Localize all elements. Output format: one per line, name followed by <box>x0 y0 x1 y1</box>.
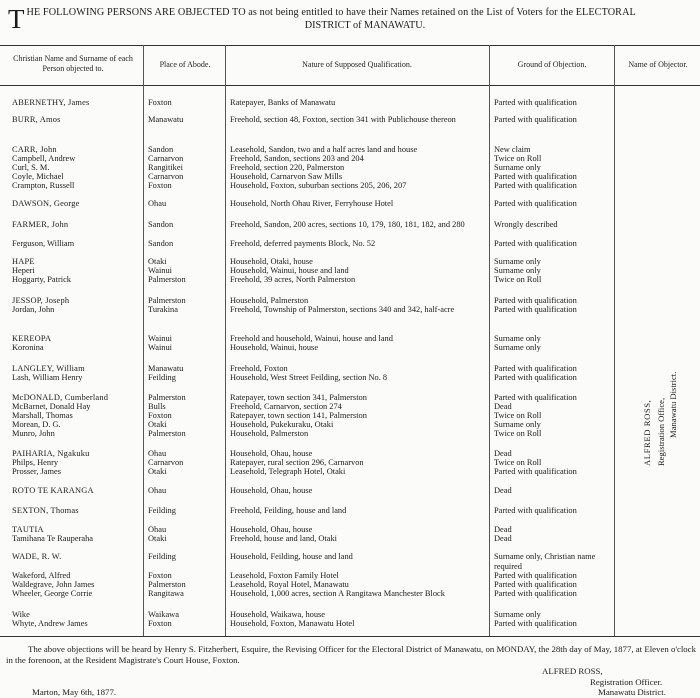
signature-district: Manawatu District. <box>598 687 666 697</box>
qualification: Household, Palmerston <box>230 296 309 305</box>
place-of-abode: Palmerston <box>148 393 186 402</box>
person-name: WADE, R. W. <box>12 552 62 561</box>
ground-of-objection: Parted with qualification <box>494 393 577 402</box>
objector-name: ALFRED ROSS, <box>642 399 652 466</box>
place-of-abode: Wainui <box>148 334 172 343</box>
person-name: FARMER, John <box>12 220 69 229</box>
ground-of-objection: Parted with qualification <box>494 172 577 181</box>
qualification: Leasehold, Telegraph Hotel, Otaki <box>230 467 346 476</box>
ground-of-objection: Parted with qualification <box>494 199 577 208</box>
person-name: Munro, John <box>12 429 55 438</box>
qualification: Freehold, Carnarvon, section 274 <box>230 402 342 411</box>
qualification: Freehold, house and land, Otaki <box>230 534 337 543</box>
qualification: Household, 1,000 acres, section A Rangitawa Manchester Block <box>230 589 445 598</box>
drop-cap: T <box>8 4 25 34</box>
ground-of-objection: Parted with qualification <box>494 571 577 580</box>
column-divider <box>225 45 226 636</box>
qualification: Household, Carnarvon Saw Mills <box>230 172 343 181</box>
header-qualification: Nature of Supposed Qualification. <box>302 60 412 69</box>
ground-of-objection: Surname only <box>494 163 541 172</box>
place-of-abode: Palmerston <box>148 296 186 305</box>
qualification: Household, Feilding, house and land <box>230 552 353 561</box>
place-of-abode: Rangitawa <box>148 589 184 598</box>
objector-district: Manawatu District. <box>668 371 678 438</box>
heading-line-2: DISTRICT of MANAWATU. <box>304 20 426 31</box>
ground-of-objection: Parted with qualification <box>494 619 577 628</box>
place-of-abode: Foxton <box>148 619 172 628</box>
place-of-abode: Otaki <box>148 467 167 476</box>
place-of-abode: Sandon <box>148 145 174 154</box>
qualification: Household, Waikawa, house <box>230 610 325 619</box>
qualification: Freehold, 39 acres, North Palmerston <box>230 275 356 284</box>
qualification: Household, Pukekuraku, Otaki <box>230 420 334 429</box>
ground-of-objection: Parted with qualification <box>494 296 577 305</box>
place-of-abode: Waikawa <box>148 610 179 619</box>
person-name: Wheeler, George Corrie <box>12 589 93 598</box>
person-name: DAWSON, George <box>12 199 80 208</box>
qualification: Freehold, section 48, Foxton, section 341 with Publichouse thereon <box>230 115 456 124</box>
heading-line-1: HE FOLLOWING PERSONS ARE OBJECTED TO as not being entitled to have their Names retained on the List of Voters for the ELECTORAL <box>26 7 636 18</box>
person-name: Ferguson, William <box>12 239 75 248</box>
person-name: Heperi <box>12 266 35 275</box>
person-name: McBarnet, Donald Hay <box>12 402 91 411</box>
ground-of-objection: Parted with qualification <box>494 364 577 373</box>
person-name: Morean, D. G. <box>12 420 61 429</box>
signature-place-date: Marton, May 6th, 1877. <box>32 687 117 697</box>
place-of-abode: Palmerston <box>148 429 186 438</box>
qualification: Freehold, Foxton <box>230 364 288 373</box>
person-name: Prosser, James <box>12 467 61 476</box>
person-name: Lash, William Henry <box>12 373 83 382</box>
person-name: Curl, S. M. <box>12 163 50 172</box>
person-name: Philps, Henry <box>12 458 59 467</box>
person-name: LANGLEY, William <box>12 364 85 373</box>
person-name: Coyle, Michael <box>12 172 64 181</box>
place-of-abode: Foxton <box>148 98 172 107</box>
person-name: Campbell, Andrew <box>12 154 76 163</box>
person-name: Marshall, Thomas <box>12 411 73 420</box>
header-abode: Place of Abode. <box>159 60 211 69</box>
place-of-abode: Feilding <box>148 552 176 561</box>
qualification: Household, West Street Feilding, section No. 8 <box>230 373 388 382</box>
qualification: Ratepayer, town section 341, Palmerston <box>230 393 367 402</box>
signature-title: Registration Officer. <box>590 677 663 687</box>
table-top-rule <box>0 45 700 46</box>
place-of-abode: Wainui <box>148 343 172 352</box>
ground-of-objection: Parted with qualification <box>494 305 577 314</box>
ground-of-objection: Wrongly described <box>494 220 558 229</box>
qualification: Freehold, Feilding, house and land <box>230 506 347 515</box>
place-of-abode: Bulls <box>148 402 166 411</box>
person-name: KEREOPA <box>12 334 52 343</box>
ground-of-objection: Dead <box>494 449 512 458</box>
ground-of-objection: Parted with qualification <box>494 239 577 248</box>
ground-of-objection: Twice on Roll <box>494 429 542 438</box>
ground-of-objection: Parted with qualification <box>494 467 577 476</box>
qualification: Freehold, Township of Palmerston, sections 340 and 342, half-acre <box>230 305 455 314</box>
place-of-abode: Otaki <box>148 257 167 266</box>
qualification: Freehold, section 220, Palmerston <box>230 163 345 172</box>
qualification: Ratepayer, rural section 296, Carnarvon <box>230 458 364 467</box>
ground-of-objection: Parted with qualification <box>494 589 577 598</box>
person-name: ROTO TE KARANGA <box>12 486 94 495</box>
ground-of-objection: Parted with qualification <box>494 181 577 190</box>
ground-of-objection: Twice on Roll <box>494 275 542 284</box>
place-of-abode: Foxton <box>148 181 172 190</box>
qualification: Household, Ohau, house <box>230 525 313 534</box>
qualification: Household, Ohau, house <box>230 486 313 495</box>
place-of-abode: Foxton <box>148 411 172 420</box>
person-name: JESSOP, Joseph <box>12 296 70 305</box>
notice-heading <box>8 6 692 32</box>
qualification: Leasehold, Sandon, two and a half acres land and house <box>230 145 418 154</box>
qualification: Household, Foxton, Manawatu Hotel <box>230 619 355 628</box>
qualification: Ratepayer, town section 141, Palmerston <box>230 411 367 420</box>
ground-of-objection: Surname only <box>494 257 541 266</box>
place-of-abode: Palmerston <box>148 275 186 284</box>
person-name: TAUTIA <box>12 525 44 534</box>
qualification: Household, North Ohau River, Ferryhouse Hotel <box>230 199 394 208</box>
ground-of-objection: Parted with qualification <box>494 506 577 515</box>
table-bottom-rule <box>0 636 700 637</box>
ground-of-objection: Dead <box>494 486 512 495</box>
person-name: Whyte, Andrew James <box>12 619 88 628</box>
place-of-abode: Sandon <box>148 220 174 229</box>
person-name: Jordan, John <box>12 305 55 314</box>
ground-of-objection: Parted with qualification <box>494 115 577 124</box>
column-divider <box>489 45 490 636</box>
place-of-abode: Manawatu <box>148 115 184 124</box>
person-name: McDONALD, Cumberland <box>12 393 109 402</box>
person-name: BURR, Amos <box>12 115 61 124</box>
qualification: Household, Wainui, house and land <box>230 266 349 275</box>
place-of-abode: Ohau <box>148 199 167 208</box>
ground-of-objection: Dead <box>494 402 512 411</box>
objector-block <box>632 258 688 468</box>
qualification: Freehold, Sandon, 200 acres, sections 10, 179, 180, 181, 182, and 280 <box>230 220 465 229</box>
place-of-abode: Wainui <box>148 266 172 275</box>
ground-of-objection: Parted with qualification <box>494 580 577 589</box>
person-name: CARR, John <box>12 145 57 154</box>
place-of-abode: Foxton <box>148 571 172 580</box>
signature-name: ALFRED ROSS, <box>542 666 603 676</box>
header-objector: Name of Objector. <box>628 60 688 69</box>
place-of-abode: Feilding <box>148 373 176 382</box>
qualification: Leasehold, Foxton Family Hotel <box>230 571 339 580</box>
person-name: Wakeford, Alfred <box>12 571 71 580</box>
ground-of-objection: Surname only <box>494 610 541 619</box>
place-of-abode: Feilding <box>148 506 176 515</box>
place-of-abode: Ohau <box>148 449 167 458</box>
place-of-abode: Otaki <box>148 534 167 543</box>
place-of-abode: Carnarvon <box>148 172 184 181</box>
person-name: SEXTON, Thomas <box>12 506 79 515</box>
place-of-abode: Sandon <box>148 239 174 248</box>
ground-of-objection: Surname only <box>494 334 541 343</box>
person-name: Crampton, Russell <box>12 181 75 190</box>
ground-of-objection: Surname only, Christian name required <box>494 552 596 571</box>
place-of-abode: Ohau <box>148 486 167 495</box>
column-divider <box>614 45 615 636</box>
qualification: Freehold, Sandon, sections 203 and 204 <box>230 154 364 163</box>
ground-of-objection: Dead <box>494 534 512 543</box>
place-of-abode: Otaki <box>148 420 167 429</box>
person-name: HAPE <box>12 257 35 266</box>
ground-of-objection: Twice on Roll <box>494 411 542 420</box>
hearing-notice: The above objections will be heard by Henry S. Fitzherbert, Esquire, the Revising Officer for the Electoral District of Manawatu, on MONDAY, the 28th day of May, 1877, at Eleven o'clock in the forenoon, at the Resident Magistrate's Court House, Foxton. <box>6 644 696 665</box>
ground-of-objection: Parted with qualification <box>494 373 577 382</box>
objector-office: Registration Office, <box>656 397 666 466</box>
person-name: ABERNETHY, James <box>12 98 90 107</box>
ground-of-objection: Parted with qualification <box>494 98 577 107</box>
place-of-abode: Carnarvon <box>148 458 184 467</box>
place-of-abode: Rangitikei <box>148 163 183 172</box>
person-name: Koronina <box>12 343 44 352</box>
ground-of-objection: Twice on Roll <box>494 154 542 163</box>
person-name: Hoggarty, Patrick <box>12 275 71 284</box>
table-header-rule <box>0 85 700 86</box>
qualification: Freehold, deferred payments Block, No. 52 <box>230 239 376 248</box>
ground-of-objection: Surname only <box>494 266 541 275</box>
ground-of-objection: Surname only <box>494 343 541 352</box>
header-ground: Ground of Objection. <box>517 60 587 69</box>
place-of-abode: Palmerston <box>148 580 186 589</box>
ground-of-objection: New claim <box>494 145 531 154</box>
header-name: Christian Name and Surname of each Person objected to. <box>13 54 133 73</box>
qualification: Household, Foxton, suburban sections 205, 206, 207 <box>230 181 407 190</box>
ground-of-objection: Dead <box>494 525 512 534</box>
qualification: Household, Ohau, house <box>230 449 313 458</box>
ground-of-objection: Twice on Roll <box>494 458 542 467</box>
place-of-abode: Ohau <box>148 525 167 534</box>
qualification: Ratepayer, Banks of Manawatu <box>230 98 336 107</box>
place-of-abode: Carnarvon <box>148 154 184 163</box>
qualification: Leasehold, Royal Hotel, Manawatu <box>230 580 349 589</box>
qualification: Household, Wainui, house <box>230 343 319 352</box>
qualification: Freehold and household, Wainui, house and land <box>230 334 393 343</box>
person-name: Tamihana Te Rauperaha <box>12 534 93 543</box>
person-name: Waldegrave, John James <box>12 580 95 589</box>
person-name: Wike <box>12 610 30 619</box>
ground-of-objection: Surname only <box>494 420 541 429</box>
place-of-abode: Turakina <box>148 305 178 314</box>
qualification: Household, Palmerston <box>230 429 309 438</box>
qualification: Household, Otaki, house <box>230 257 313 266</box>
person-name: PAIHARIA, Ngakuku <box>12 449 90 458</box>
place-of-abode: Manawatu <box>148 364 184 373</box>
